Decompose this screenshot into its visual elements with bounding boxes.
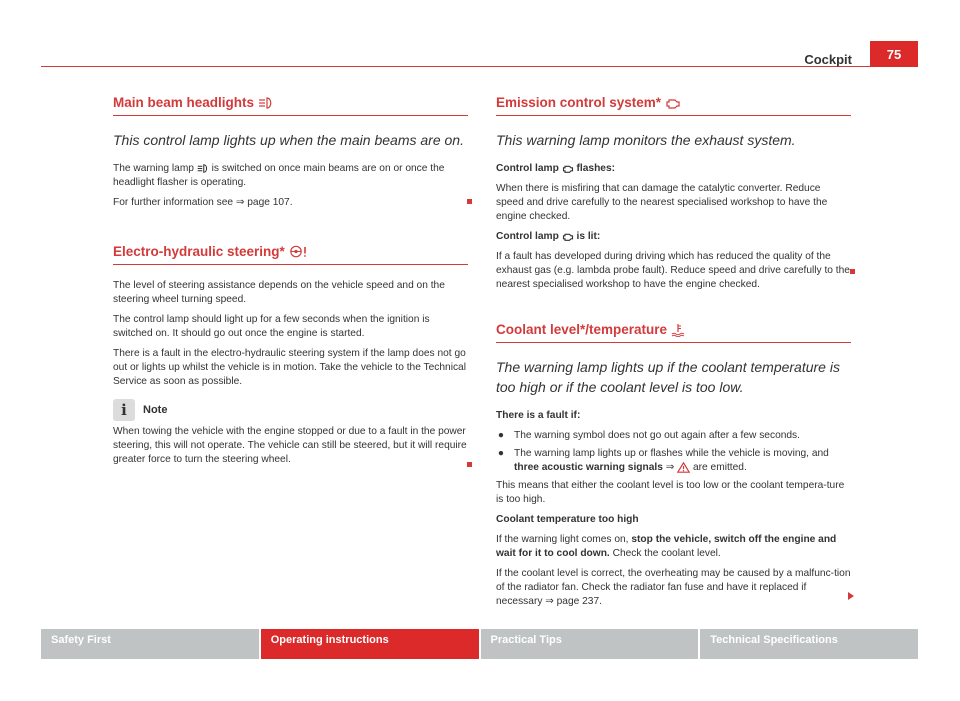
main-beam-section: [113, 95, 468, 210]
warning-triangle-icon[interactable]: [677, 462, 690, 473]
flash-heading: [496, 162, 851, 176]
coolant-means: This means that either the coolant level is too low or the coolant tempera-ture is too high.: [496, 480, 845, 505]
emission-heading: [496, 95, 851, 116]
main-beam-paragraph: [113, 162, 468, 190]
steering-p2: The control lamp should light up for a few seconds when the ignition is switched on. It should go out once the engine is started.: [113, 314, 430, 339]
engine-inline-icon: [562, 164, 574, 173]
steering-title: Electro-hydraulic steering*: [113, 244, 285, 259]
temp-heading: Coolant temperature too high: [496, 514, 639, 525]
lit-heading-b: is lit:: [576, 231, 601, 242]
bullet-icon: ●: [497, 430, 505, 441]
temp-c: Check the coolant level.: [612, 548, 721, 559]
flash-text: When there is misfiring that can damage the catalytic converter. Reduce speed and drive carefully to the nearest specialised workshop to have the engine checked.: [496, 183, 828, 222]
bullet2-arrow[interactable]: ⇒: [665, 462, 675, 473]
note-text: When towing the vehicle with the engine stopped or due to a fault in the power steering, this will not operate. The vehicle can still be steered, but it will require greater force to turn the steering wheel.: [113, 426, 467, 465]
page-number: 75: [870, 41, 918, 67]
bullet-text: [514, 447, 851, 475]
temp-b: stop the vehicle, switch off the engine and wait for it to cool down.: [496, 534, 837, 559]
note-box: [113, 399, 468, 421]
main-beam-icon: [258, 97, 274, 109]
bullet-icon: ●: [497, 448, 505, 459]
note-label: Note: [143, 404, 168, 416]
emission-section: [496, 95, 851, 292]
coolant-temperature-icon: [671, 323, 685, 337]
coolant-last: If the coolant level is correct, the overheating may be caused by a malfunc-tion of the radiator fan. Check the radiator fan fuse and have it replaced if necessary ⇒ page 237.: [496, 568, 851, 607]
engine-icon: [665, 97, 681, 109]
emission-lead: This warning lamp monitors the exhaust system.: [496, 132, 796, 148]
footer-tab-safety-first[interactable]: Safety First: [41, 629, 259, 659]
emission-title: Emission control system*: [496, 95, 662, 110]
left-column: [113, 95, 468, 473]
coolant-heading: [496, 322, 851, 343]
main-beam-lead: This control lamp lights up when the main beams are on.: [113, 132, 464, 148]
fault-heading: There is a fault if:: [496, 410, 581, 421]
bullet2-d: are emitted.: [692, 462, 747, 473]
right-column: [496, 95, 851, 615]
header-rule: [41, 66, 918, 67]
main-beam-heading: [113, 95, 468, 116]
info-icon: i: [113, 399, 135, 421]
bullet-text: The warning symbol does not go out again after a few seconds.: [514, 430, 800, 441]
bullet2-b: three acoustic warning signals: [514, 462, 663, 473]
steering-warning-icon: [289, 245, 309, 258]
running-title: Cockpit: [804, 52, 852, 67]
lit-heading-a: Control lamp: [496, 231, 559, 242]
lit-heading: [496, 230, 851, 244]
coolant-lead: The warning lamp lights up if the coolant temperature is too high or if the coolant level is too low.: [496, 359, 840, 395]
temp-paragraph: [496, 533, 851, 561]
steering-p1: The level of steering assistance depends on the vehicle speed and on the steering wheel turning speed.: [113, 280, 445, 305]
bullet2-a: The warning lamp lights up or flashes while the vehicle is moving, and: [514, 448, 829, 459]
main-beam-inline-icon: [197, 164, 209, 173]
engine-inline-icon: [562, 232, 574, 241]
footer-nav: [41, 629, 918, 659]
main-beam-reference[interactable]: For further information see ⇒ page 107.: [113, 197, 293, 208]
steering-heading: [113, 244, 468, 265]
steering-section: [113, 244, 468, 467]
list-item: [496, 429, 851, 443]
main-beam-p1-b: is switched on once main beams are on or once the headlight flasher is operating.: [113, 163, 445, 188]
list-item: [496, 447, 851, 475]
lit-text: If a fault has developed during driving which has reduced the quality of the exhaust gas (e.g. lambda probe fault). Reduce speed and drive carefully to the nearest specialised workshop to have the engine checked.: [496, 251, 850, 290]
continue-arrow-icon: [848, 592, 854, 600]
coolant-title: Coolant level*/temperature: [496, 322, 668, 337]
coolant-section: [496, 322, 851, 609]
main-beam-title: Main beam headlights: [113, 95, 255, 110]
footer-tab-operating-instructions[interactable]: Operating instructions: [261, 629, 479, 659]
steering-p3: There is a fault in the electro-hydraulic steering system if the lamp does not go out or lights up whilst the vehicle is in motion. Take the vehicle to the Technical Service as soon as possible.: [113, 348, 466, 387]
section-end-mark: [467, 462, 472, 467]
main-beam-p1-a: The warning lamp: [113, 163, 194, 174]
section-end-mark: [850, 269, 855, 274]
flash-heading-a: Control lamp: [496, 163, 559, 174]
footer-tab-technical-specifications[interactable]: Technical Specifications: [700, 629, 918, 659]
flash-heading-b: flashes:: [576, 163, 616, 174]
footer-tab-practical-tips[interactable]: Practical Tips: [481, 629, 699, 659]
temp-a: If the warning light comes on,: [496, 534, 629, 545]
section-end-mark: [467, 199, 472, 204]
